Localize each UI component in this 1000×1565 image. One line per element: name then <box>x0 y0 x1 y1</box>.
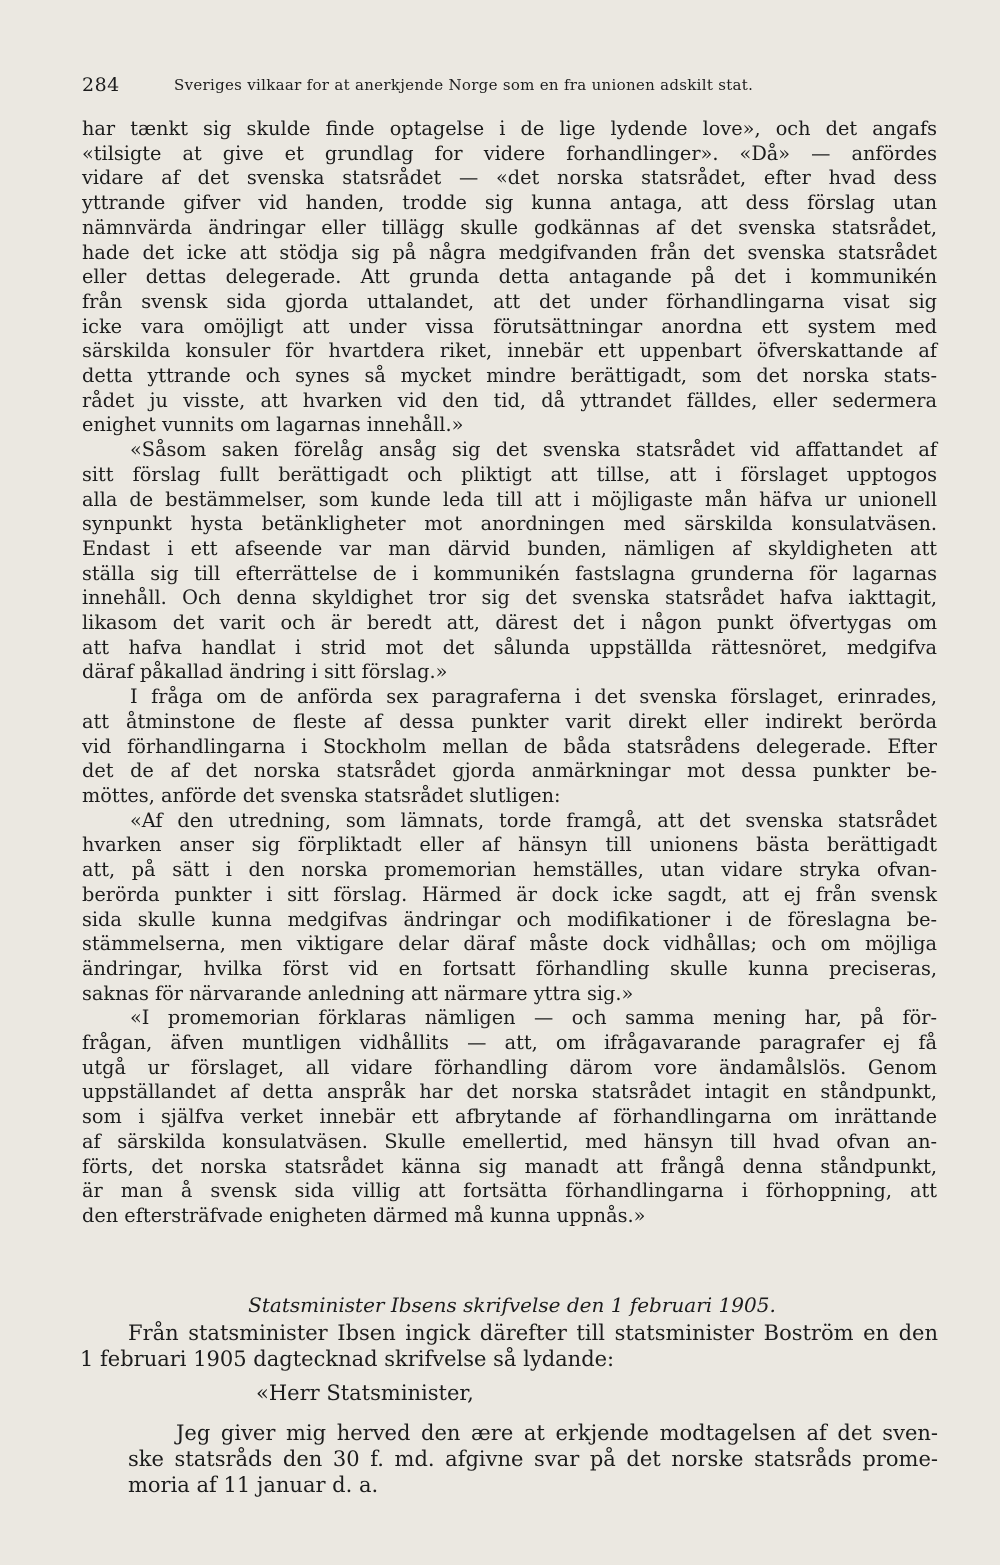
text-line: enighet vunnits om lagarnas innehåll.» <box>82 413 464 437</box>
letter-line: ske statsråds den 30 f. md. afgivne svar på det norske statsråds prome- <box>128 1447 938 1471</box>
text-line: likasom det varit och är beredt att, därest det i någon punkt öfvertygas om <box>82 611 937 635</box>
text-line: att, på sätt i den norska promemorian hemställes, utan vidare stryka ofvan- <box>82 858 937 882</box>
paragraph: «Såsom saken förelåg ansåg sig det svenska statsrådet vid affattandet af <box>130 438 937 462</box>
text-line: «tilsigte at give et grundlag for videre forhandlinger». «Då» — anfördes <box>82 141 937 165</box>
text-line: rådet ju visste, att hvarken vid den tid, då yttrandet fälldes, eller sedermera <box>82 388 937 412</box>
text-line: som i själfva verket innebär ett afbrytande af förhandlingarna om inrättande <box>82 1105 937 1129</box>
page-number: 284 <box>82 74 120 96</box>
text-line: ändringar, hvilka först vid en fortsatt förhandling skulle kunna preciseras, <box>82 956 937 980</box>
text-line: icke vara omöjligt att under vissa förutsättningar anordna ett system med <box>82 314 937 338</box>
text-line: vidare af det svenska statsrådet — «det norska statsrådet, efter hvad dess <box>82 166 937 190</box>
text-line: sida skulle kunna medgifvas ändringar och modifikationer i de föreslagna be- <box>82 907 937 931</box>
text-line: frågan, äfven muntligen vidhållits — att, om ifrågavarande paragrafer ej få <box>82 1031 937 1055</box>
text-line: Från statsminister Ibsen ingick därefter till statsminister Boström en den <box>128 1321 938 1345</box>
letter-line: moria af 11 januar d. a. <box>128 1473 379 1497</box>
text-line: nämnvärda ändringar eller tillägg skulle godkännas af det svenska statsrådet, <box>82 215 937 239</box>
text-line: 1 februari 1905 dagtecknad skrifvelse så lydande: <box>80 1347 615 1371</box>
text-line: af särskilda konsulatväsen. Skulle emellertid, med hänsyn till hvad ofvan an- <box>82 1129 937 1153</box>
text-line: ställa sig till efterrättelse de i kommunikén fastslagna grunderna för lagarnas <box>82 561 937 585</box>
text-line: berörda punkter i sitt förslag. Härmed är dock icke sagdt, att ej från svensk <box>82 882 937 906</box>
text-line: saknas för närvarande anledning att närmare yttra sig.» <box>82 981 634 1005</box>
text-line: uppställandet af detta anspråk har det norska statsrådet intagit en ståndpunkt, <box>82 1080 937 1104</box>
text-line: utgå ur förslaget, all vidare förhandling därom vore ändamålslös. Genom <box>82 1055 937 1079</box>
text-line: alla de bestämmelser, som kunde leda till att i möjligaste mån häfva ur unionell <box>82 487 937 511</box>
text-line: hvarken anser sig förpliktadt eller af hänsyn till unionens bästa berättigadt <box>82 833 937 857</box>
text-line: stämmelserna, men viktigare delar däraf måste dock vidhållas; och om möjliga <box>82 932 937 956</box>
section-heading: Statsminister Ibsens skrifvelse den 1 februari 1905. <box>248 1293 776 1317</box>
running-head <box>82 70 942 100</box>
text-line: sitt förslag fullt berättigadt och pliktigt att tillse, att i förslaget upptogos <box>82 462 937 486</box>
text-line: möttes, anförde det svenska statsrådet slutligen: <box>82 783 561 807</box>
letter-salutation: «Herr Statsminister, <box>256 1381 474 1405</box>
paragraph: har tænkt sig skulde finde optagelse i de lige lydende love», och det angafs <box>82 117 937 140</box>
letter-intro <box>80 1320 938 1498</box>
text-line: hade det icke att stödja sig på några medgifvanden från det svenska statsrådet <box>82 240 937 264</box>
text-line: att hafva handlat i strid mot det sålunda uppställda rättesnöret, medgifva <box>82 635 937 659</box>
letter-line: Jeg giver mig herved den ære at erkjende modtagelsen af det sven- <box>176 1421 938 1445</box>
text-line: det de af det norska statsrådet gjorda anmärkningar mot dessa punkter be- <box>82 759 937 783</box>
paragraph: I fråga om de anförda sex paragraferna i det svenska förslaget, erinrades, <box>130 685 937 709</box>
text-line: särskilda konsuler för hvartdera riket, innebär ett uppenbart öfverskattande af <box>82 339 937 363</box>
text-line: från svensk sida gjorda uttalandet, att det under förhandlingarna visat sig <box>82 289 937 313</box>
text-line: synpunkt hysta betänkligheter mot anordningen med särskilda konsulatväsen. <box>82 512 937 536</box>
text-line: att åtminstone de fleste af dessa punkter varit direkt eller indirekt berörda <box>82 709 937 733</box>
text-line: däraf påkallad ändring i sitt förslag.» <box>82 660 448 684</box>
text-line: förts, det norska statsrådet känna sig manadt att frångå denna ståndpunkt, <box>82 1154 937 1178</box>
text-line: eller dettas delegerade. Att grunda detta antagande på det i kommunikén <box>82 265 937 289</box>
text-line: är man å svensk sida villig att fortsätta förhandlingarna i förhoppning, att <box>82 1179 937 1203</box>
paragraph: «I promemorian förklaras nämligen — och samma mening har, på för- <box>130 1006 937 1030</box>
body-text <box>82 117 937 1229</box>
text-line: den eftersträfvade enigheten därmed må kunna uppnås.» <box>82 1203 646 1227</box>
text-line: vid förhandlingarna i Stockholm mellan de båda statsrådens delegerade. Efter <box>82 734 937 758</box>
text-line: Endast i ett afseende var man därvid bunden, nämligen af skyldigheten att <box>82 536 937 560</box>
paragraph: «Af den utredning, som lämnats, torde framgå, att det svenska statsrådet <box>130 808 937 832</box>
text-line: detta yttrande och synes så mycket mindre berättigadt, som det norska stats- <box>82 364 937 388</box>
running-title: Sveriges vilkaar for at anerkjende Norge som en fra unionen adskilt stat. <box>174 76 754 94</box>
text-line: yttrande gifver vid handen, trodde sig kunna antaga, att dess förslag utan <box>82 191 937 215</box>
text-line: innehåll. Och denna skyldighet tror sig det svenska statsrådet hafva iakttagit, <box>82 586 937 610</box>
